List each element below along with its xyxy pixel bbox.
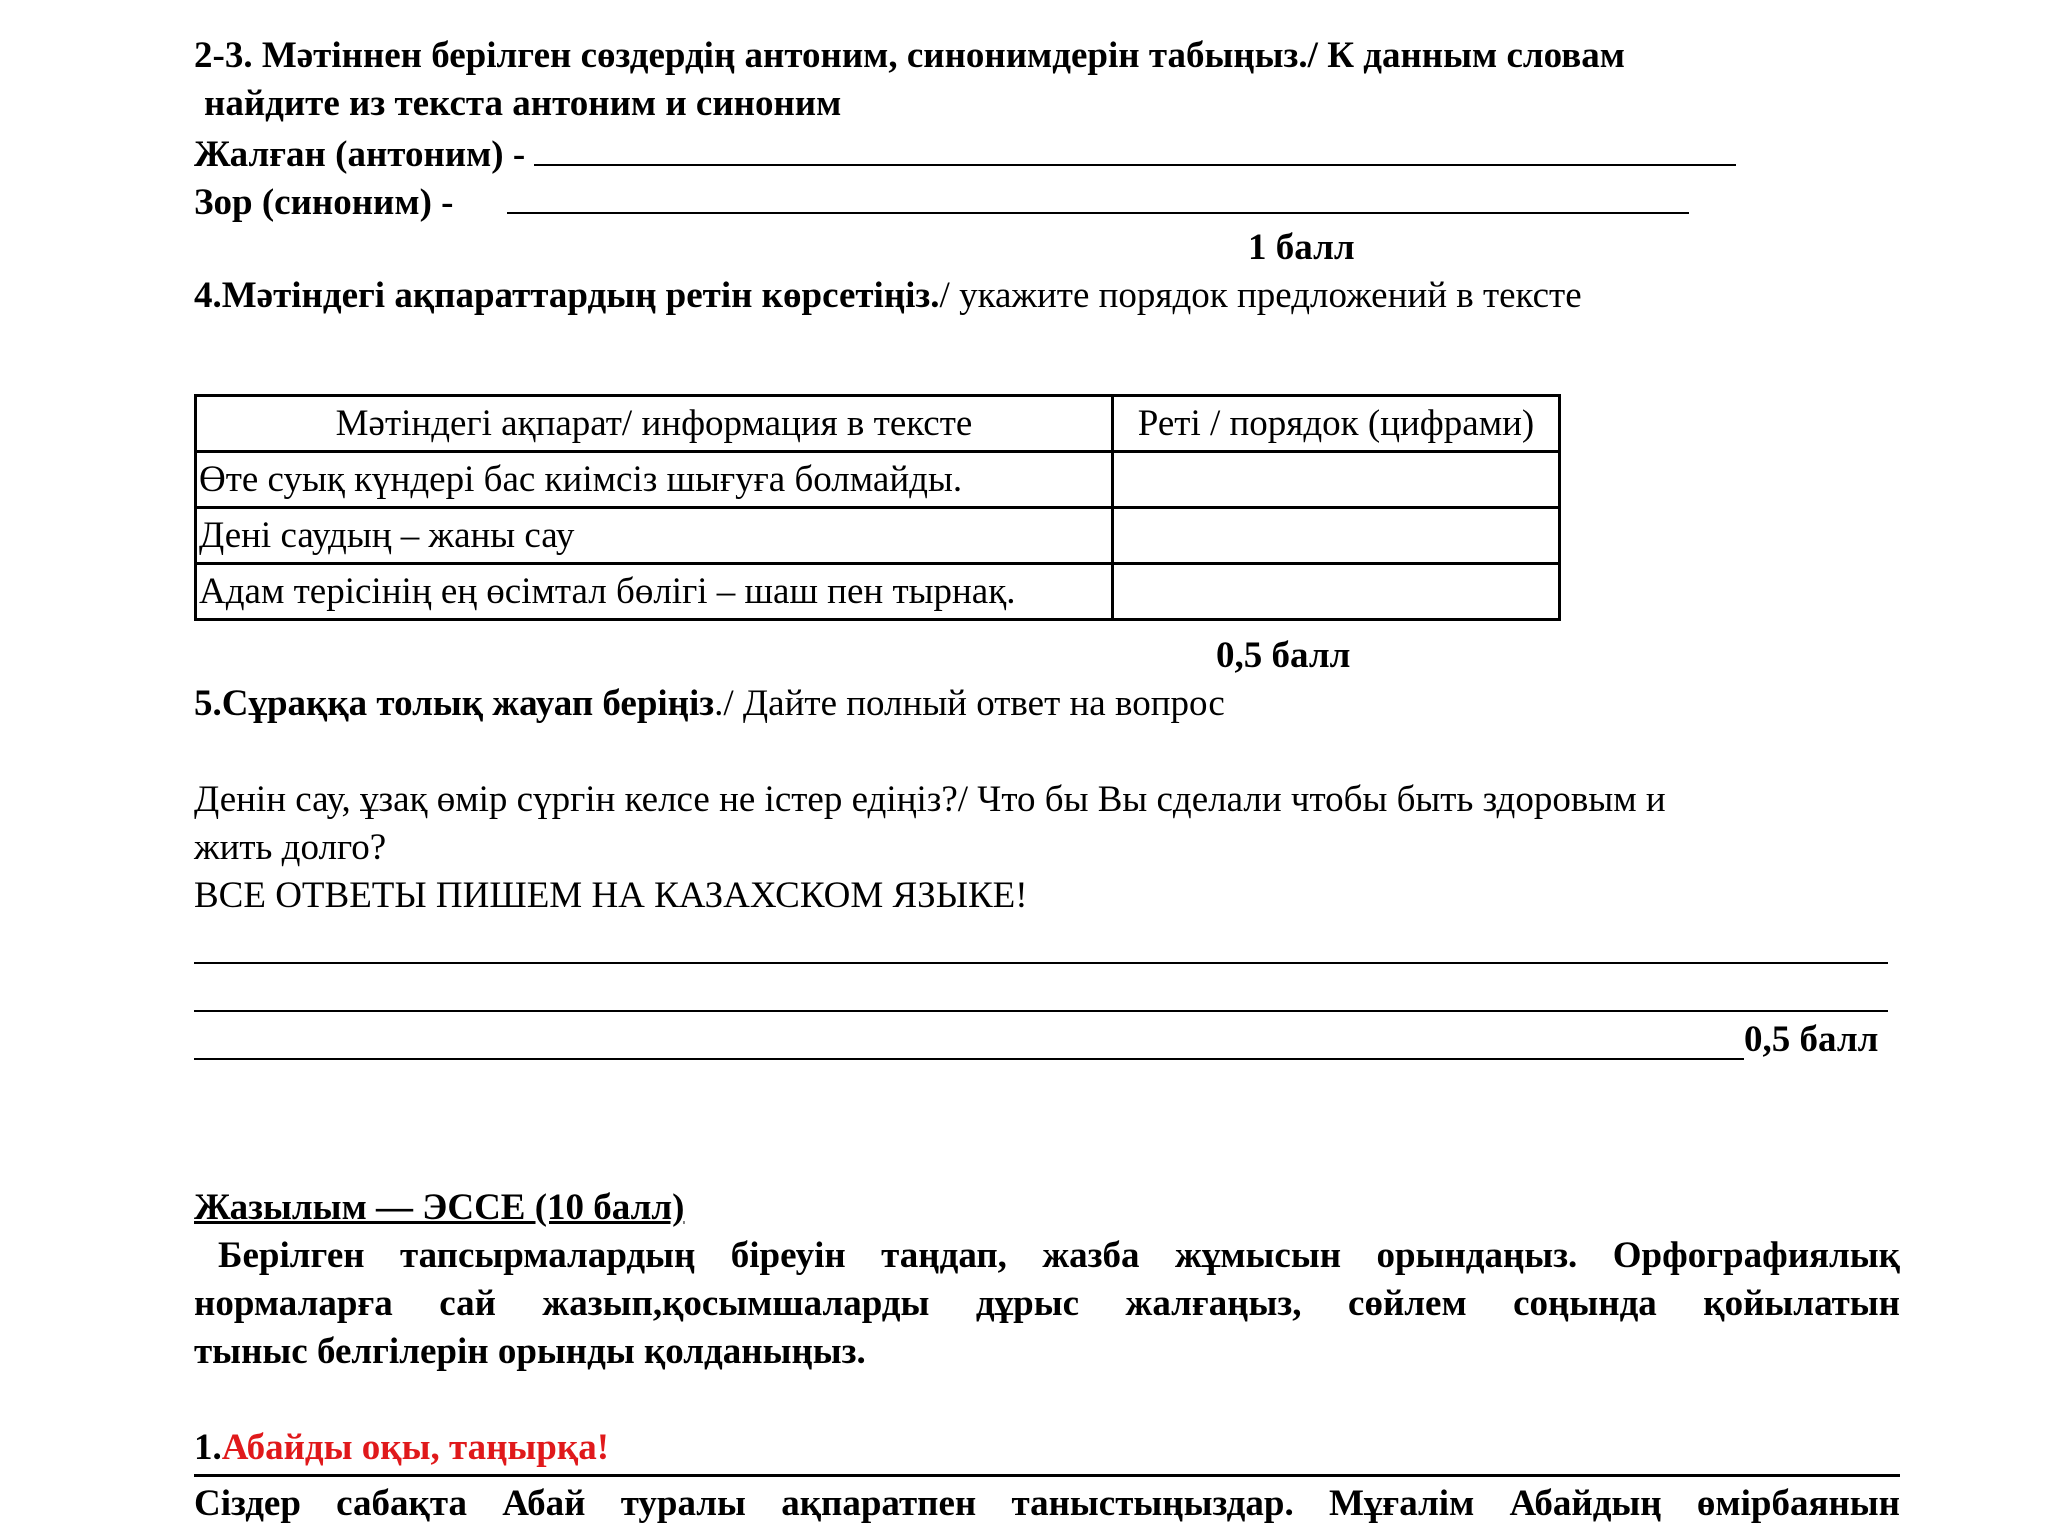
row-text: Дені саудың – жаны сау <box>196 508 1113 564</box>
answer-line-1[interactable] <box>194 962 1888 964</box>
synonym-row <box>194 176 1689 227</box>
header-info: Мәтіндегі ақпарат/ информация в тексте <box>196 396 1113 452</box>
task4-title <box>194 272 1582 320</box>
essay-option1-text: Сіздер сабақта Абай туралы ақпаратпен таныстыңыздар. Мұғалім Абайдың өмірбаянын <box>194 1483 1900 1524</box>
task4-title-bold: 4.Мәтіндегі ақпараттардың ретін көрсетіңіз. <box>194 275 940 316</box>
row-text: Өте суық күндері бас киімсіз шығуға болмайды. <box>196 452 1113 508</box>
task5-question-line1: Денін сау, ұзақ өмір сүргін келсе не істер едіңіз?/ Что бы Вы сделали чтобы быть здоровым и <box>194 779 1666 820</box>
task4-title-rest: / укажите порядок предложений в тексте <box>939 275 1582 316</box>
task23-title-line2: найдите из текста антоним и синоним <box>204 83 842 124</box>
antonym-label: Жалған (антоним) - <box>194 134 526 175</box>
task23-points: 1 балл <box>1248 227 1355 268</box>
answer-line-2[interactable] <box>194 1010 1888 1012</box>
row-text: Адам терісінің ең өсімтал бөлігі – шаш пен тырнақ. <box>196 564 1113 620</box>
essay-instruction-line1: Берілген тапсырмалардың біреуін таңдап, жазба жұмысын орындаңыз. Орфографиялық <box>218 1235 1900 1276</box>
essay-instruction-line3: тыныс белгілерін орынды қолданыңыз. <box>194 1331 866 1372</box>
task4-points: 0,5 балл <box>1216 635 1351 676</box>
antonym-answer-blank[interactable] <box>534 128 1736 166</box>
essay-instruction-line2: нормаларға сай жазып,қосымшаларды дұрыс жалғаңыз, сөйлем соңында қойылатын <box>194 1283 1900 1324</box>
row-order-cell[interactable] <box>1113 452 1560 508</box>
task5-title-bold: 5.Сұраққа толық жауап беріңіз <box>194 683 715 724</box>
task5-title-rest: ./ Дайте полный ответ на вопрос <box>714 683 1225 724</box>
essay-heading: Жазылым — ЭССЕ (10 балл) <box>194 1187 685 1228</box>
antonym-row <box>194 128 1736 179</box>
table-row <box>196 452 1560 508</box>
essay-option1-number: 1. <box>194 1427 222 1468</box>
essay-option1-title-row <box>194 1424 609 1472</box>
task5-instruction: ВСЕ ОТВЕТЫ ПИШЕМ НА КАЗАХСКОМ ЯЗЫКЕ! <box>194 875 1028 916</box>
row-order-cell[interactable] <box>1113 564 1560 620</box>
essay-option1-title: Абайды оқы, таңырқа! <box>221 1427 610 1468</box>
task5-question-line2: жить долго? <box>194 827 387 868</box>
table-row <box>196 564 1560 620</box>
order-table-header <box>196 396 1560 452</box>
essay-option1-rule <box>194 1474 1900 1477</box>
header-order: Реті / порядок (цифрами) <box>1113 396 1560 452</box>
task5-points: 0,5 балл <box>1744 1019 1879 1060</box>
row-order-cell[interactable] <box>1113 508 1560 564</box>
table-row <box>196 508 1560 564</box>
task23-title-line1: 2-3. Мәтіннен берілген сөздердің антоним, синонимдерін табыңыз./ К данным словам <box>194 35 1625 76</box>
synonym-label: Зор (синоним) - <box>194 182 454 223</box>
task5-title <box>194 680 1225 728</box>
synonym-answer-blank[interactable] <box>507 176 1689 214</box>
answer-line-3[interactable] <box>194 1058 1744 1060</box>
order-table <box>194 394 1561 621</box>
